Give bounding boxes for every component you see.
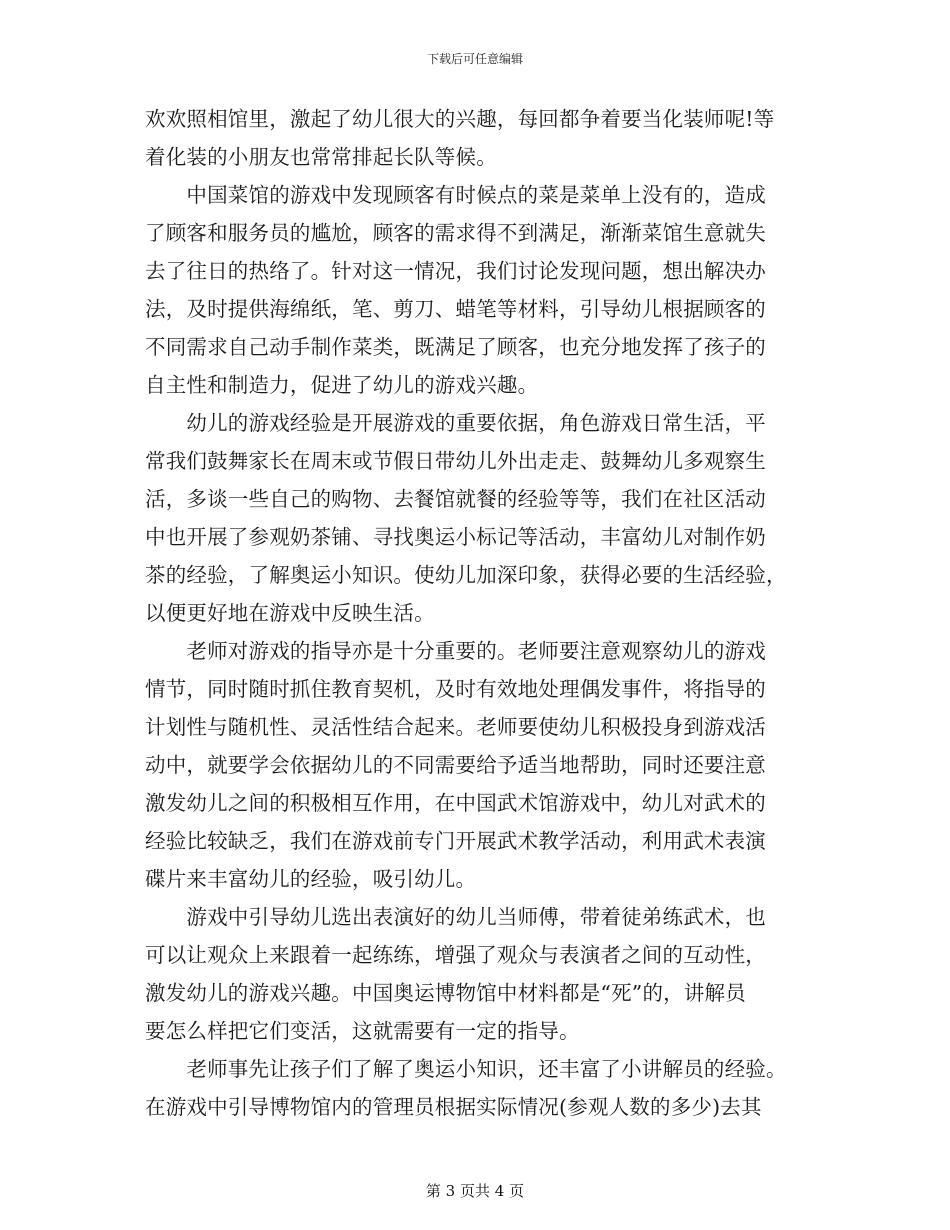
text-line: 以便更好地在游戏中反映生活。 [145,601,435,625]
text-line: 要怎么样把它们变活，这就需要有一定的指导。 [145,1019,580,1043]
text-line: 情节，同时随时抓住教育契机，及时有效地处理偶发事件，将指导的 [145,677,766,701]
text-line: 游戏中引导幼儿选出表演好的幼儿当师傅，带着徒弟练武术，也 [145,905,766,929]
text-line: 碟片来丰富幼儿的经验，吸引幼儿。 [145,867,477,891]
text-line: 激发幼儿之间的积极相互作用，在中国武术馆游戏中，幼儿对武术的 [145,791,766,815]
text-line: 法，及时提供海绵纸，笔、剪刀、蜡笔等材料，引导幼儿根据顾客的 [145,297,766,321]
text-line: 可以让观众上来跟着一起练练，增强了观众与表演者之间的互动性， [145,943,766,967]
text-line: 经验比较缺乏，我们在游戏前专门开展武术教学活动，利用武术表演 [145,829,766,853]
document-body [145,100,805,1126]
text-line: 着化装的小朋友也常常排起长队等候。 [145,145,497,169]
text-line: 中也开展了参观奶茶铺、寻找奥运小标记等活动，丰富幼儿对制作奶 [145,525,766,549]
text-line: 在游戏中引导博物馆内的管理员根据实际情况(参观人数的多少)去其 [145,1095,762,1119]
page-footer: 第 3 页共 4 页 [425,1182,525,1200]
page-header: 下载后可任意编辑 [426,52,523,66]
text-line: 动中，就要学会依据幼儿的不同需要给予适当地帮助，同时还要注意 [145,753,766,777]
text-line: 自主性和制造力，促进了幼儿的游戏兴趣。 [145,373,539,397]
text-line: 常我们鼓舞家长在周末或节假日带幼儿外出走走、鼓舞幼儿多观察生 [145,449,766,473]
text-line: 计划性与随机性、灵活性结合起来。老师要使幼儿积极投身到游戏活 [145,715,766,739]
text-line: 不同需求自己动手制作菜类，既满足了顾客，也充分地发挥了孩子的 [145,335,766,359]
text-line: 激发幼儿的游戏兴趣。中国奥运博物馆中材料都是“死”的，讲解员 [145,981,746,1005]
text-line: 幼儿的游戏经验是开展游戏的重要依据，角色游戏日常生活，平 [145,411,766,435]
text-line: 中国菜馆的游戏中发现顾客有时候点的菜是菜单上没有的，造成 [145,183,766,207]
text-line: 老师事先让孩子们了解了奥运小知识，还丰富了小讲解员的经验。 [145,1057,787,1081]
text-line: 活，多谈一些自己的购物、去餐馆就餐的经验等等，我们在社区活动 [145,487,766,511]
text-line: 去了往日的热络了。针对这一情况，我们讨论发现问题，想出解决办 [145,259,766,283]
text-line: 老师对游戏的指导亦是十分重要的。老师要注意观察幼儿的游戏 [145,639,766,663]
text-line: 了顾客和服务员的尴尬，顾客的需求得不到满足，渐渐菜馆生意就失 [145,221,766,245]
text-line: 茶的经验，了解奥运小知识。使幼儿加深印象，获得必要的生活经验， [145,563,787,587]
text-line: 欢欢照相馆里，激起了幼儿很大的兴趣，每回都争着要当化装师呢!等 [145,107,775,131]
